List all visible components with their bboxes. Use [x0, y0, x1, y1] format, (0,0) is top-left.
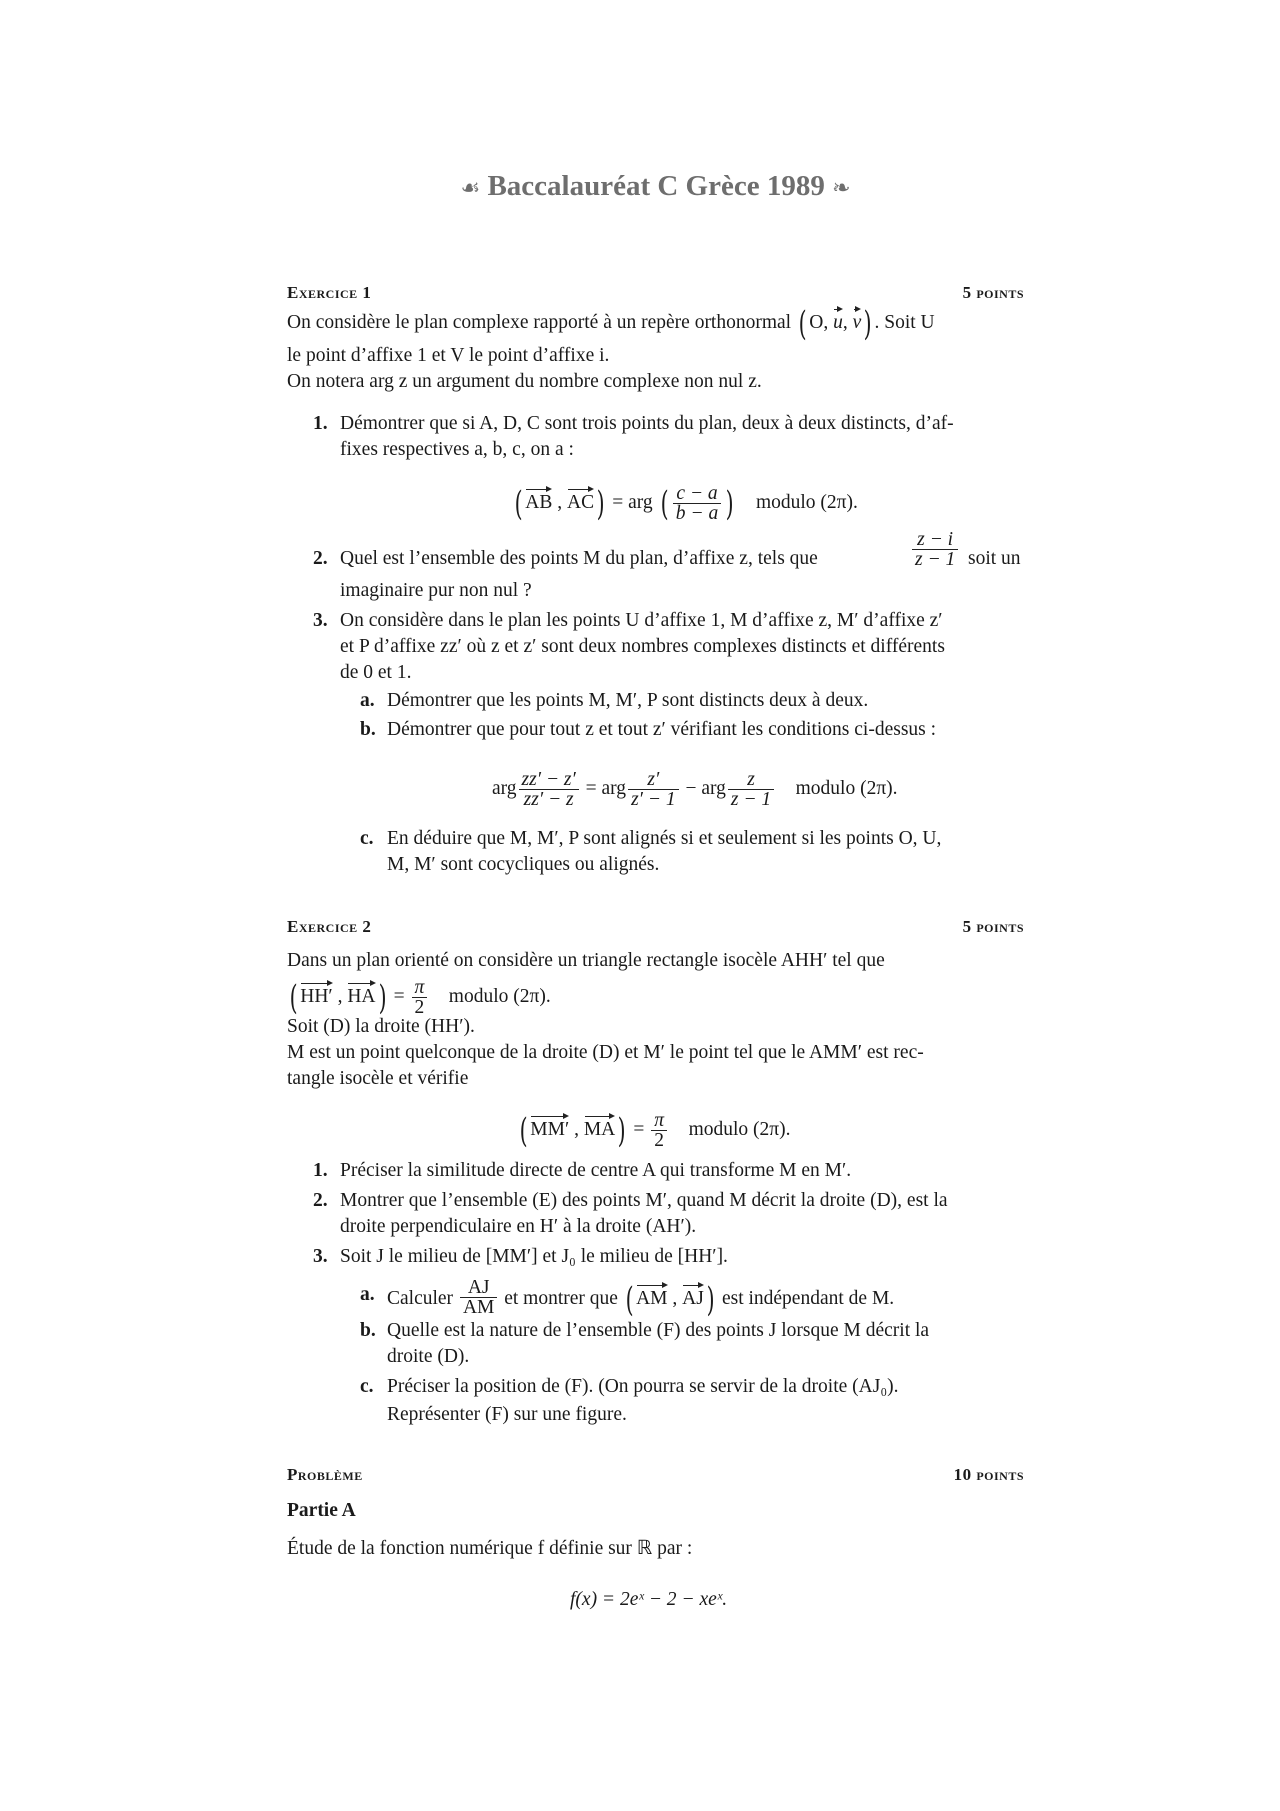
ex1-q1-equation: ( AB , AC) = arg ( $\frac{c - a}{b - a}$ ) modulo (2π). — [514, 483, 858, 524]
ex2-q3c-line2: Représenter (F) sur une figure. — [387, 1404, 627, 1425]
ornament-right-icon: ❧ — [832, 175, 851, 200]
problem-points: 10 points — [953, 1465, 1024, 1484]
ex1-intro-line2: le point d’affixe 1 et V le point d’affixe i. — [287, 345, 610, 366]
ex1-q3c-line2: M, M′ sont cocycliques ou alignés. — [387, 854, 660, 875]
ex1-q1-line1: Démontrer que si A, D, C sont trois points du plan, deux à deux distincts, d’af- — [340, 413, 954, 434]
ex1-q3-line3: de 0 et 1. — [340, 662, 412, 683]
ex1-q3-line1: On considère dans le plan les points U d’affixe 1, M d’affixe z, M′ d’affixe z′ — [340, 610, 943, 631]
ex2-q1-number: 1. — [313, 1160, 328, 1181]
ex2-q3b-letter: b. — [360, 1320, 376, 1341]
exercise-2-points: 5 points — [962, 917, 1024, 936]
ex2-q3c-line1: Préciser la position de (F). (On pourra se servir de la droite (AJ₀). — [387, 1376, 899, 1397]
ex1-intro-line1: On considère le plan complexe rapporté à un repère orthonormal ( O, u, v) . Soit U — [287, 303, 935, 344]
ex1-q3b-text: Démontrer que pour tout z et tout z′ vérifiant les conditions ci-dessus : — [387, 719, 937, 740]
ex1-q3c-line1: En déduire que M, M′, P sont alignés si et seulement si les points O, U, — [387, 828, 942, 849]
ex2-line1: Dans un plan orienté on considère un triangle rectangle isocèle AHH′ tel que — [287, 950, 885, 971]
ex1-q3-number: 3. — [313, 610, 328, 631]
ex1-q3b-letter: b. — [360, 719, 376, 740]
ex2-q3c-letter: c. — [360, 1376, 374, 1397]
ex1-q3c-letter: c. — [360, 828, 374, 849]
ornament-left-icon: ☙ — [460, 175, 481, 200]
ex2-q3-text: Soit J le milieu de [MM′] et J₀ le milieu de [HH′]. — [340, 1246, 728, 1267]
ex2-q2-line2: droite perpendiculaire en H′ à la droite (AH′). — [340, 1216, 697, 1237]
exercise-2-heading: Exercice 2 — [287, 917, 372, 936]
ex1-q2-suffix: soit un — [968, 548, 1021, 569]
exercise-1-heading: Exercice 1 — [287, 283, 372, 302]
ex1-q2-number: 2. — [313, 548, 328, 569]
problem-formula: f(x) = 2eˣ − 2 − xeˣ. — [570, 1589, 728, 1610]
ex1-q3b-equation: arg $\frac{zz' - z'}{zz' - z}$ = arg $\frac{z'}{z' - 1}$ − arg $\frac{z}{z - 1}$ modulo (2π). — [492, 769, 898, 810]
ex1-q1-line2: fixes respectives a, b, c, on a : — [340, 439, 574, 460]
ex1-q3a-text: Démontrer que les points M, M′, P sont distincts deux à deux. — [387, 690, 869, 711]
ex2-line3: Soit (D) la droite (HH′). — [287, 1016, 475, 1037]
ex2-line2: ( HH′ , HA) = $\frac{\pi}{2}$ modulo (2π). — [289, 977, 551, 1018]
problem-part-a: Partie A — [287, 1500, 356, 1521]
ex2-q3a-text: Calculer $\frac{AJ}{AM}$ et montrer que ( AM , AJ) est indépendant de M. — [387, 1277, 895, 1320]
ex1-q2-line2: imaginaire pur non nul ? — [340, 580, 532, 601]
ex2-q3b-line2: droite (D). — [387, 1346, 470, 1367]
ex2-q2-line1: Montrer que l’ensemble (E) des points M′, quand M décrit la droite (D), est la — [340, 1190, 948, 1211]
ex1-q1-number: 1. — [313, 413, 328, 434]
ex2-q3-number: 3. — [313, 1246, 328, 1267]
ex2-q2-number: 2. — [313, 1190, 328, 1211]
ex2-q3a-letter: a. — [360, 1284, 375, 1305]
ex1-q2-fraction: $\frac{z - i}{z - 1}$ — [910, 530, 960, 569]
ex1-q2-line1: Quel est l’ensemble des points M du plan, d’affixe z, tels que — [340, 548, 818, 569]
ex2-equation: ( MM′ , MA) = $\frac{\pi}{2}$ modulo (2π). — [519, 1110, 791, 1151]
page-title: ☙ Baccalauréat C Grèce 1989 ❧ — [460, 170, 851, 202]
ex1-q3-line2: et P d’affixe zz′ où z et z′ sont deux nombres complexes distincts et différents — [340, 636, 945, 657]
ex2-line4: M est un point quelconque de la droite (D) et M′ le point tel que le AMM′ est rec- — [287, 1042, 924, 1063]
ex2-line5: tangle isocèle et vérifie — [287, 1068, 469, 1089]
ex2-q3b-line1: Quelle est la nature de l’ensemble (F) des points J lorsque M décrit la — [387, 1320, 930, 1341]
ex2-q1-text: Préciser la similitude directe de centre A qui transforme M en M′. — [340, 1160, 852, 1181]
problem-heading: Problème — [287, 1465, 363, 1484]
problem-intro: Étude de la fonction numérique f définie sur ℝ par : — [287, 1538, 693, 1559]
ex1-q3a-letter: a. — [360, 690, 375, 711]
exercise-1-points: 5 points — [962, 283, 1024, 302]
ex1-intro-line3: On notera arg z un argument du nombre complexe non nul z. — [287, 371, 762, 392]
